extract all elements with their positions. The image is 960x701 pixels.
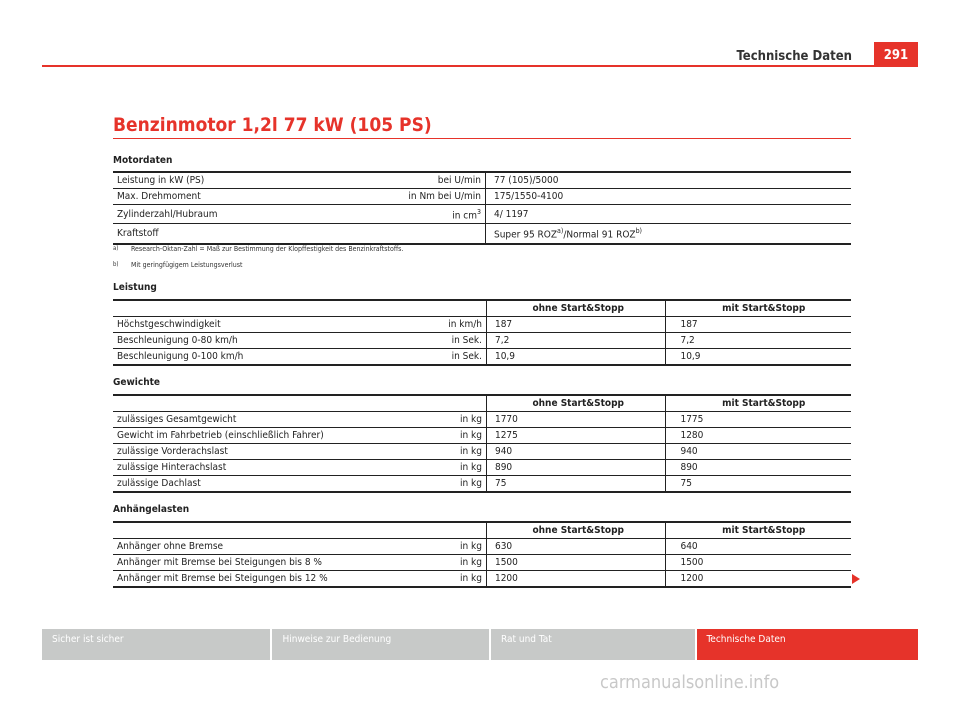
table-row xyxy=(113,333,851,349)
footnote-mark: b) xyxy=(113,261,119,268)
table-row xyxy=(113,412,851,428)
footer-tab-sicher[interactable]: Sicher ist sicher xyxy=(42,629,270,660)
triangle-right-icon[interactable] xyxy=(852,574,860,584)
footnote-text: Research-Oktan-Zahl = Maß zur Bestimmung der Klopffestigkeit des Benzinkraftstoffs. xyxy=(131,245,404,253)
footnote-ref-b: b) xyxy=(635,227,643,236)
value-ohne: 10,9 xyxy=(486,349,665,366)
running-title: Technische Daten xyxy=(736,49,852,64)
header-rule xyxy=(42,65,918,67)
row-label: Kraftstoff xyxy=(113,224,371,244)
column-header: mit Start&Stopp xyxy=(666,300,851,317)
table-row xyxy=(113,189,851,205)
row-label: Beschleunigung 0-100 km/h xyxy=(113,349,372,366)
header-blank xyxy=(372,522,487,539)
row-label: Anhänger mit Bremse bei Steigungen bis 12 % xyxy=(113,571,372,588)
footnote xyxy=(113,245,403,253)
value-ohne: 187 xyxy=(486,317,665,333)
watermark: carmanualsonline.info xyxy=(600,672,780,693)
footnote-text: Mit geringfügigem Leistungsverlust xyxy=(131,261,243,269)
row-unit: in kg xyxy=(372,476,487,493)
motordaten-table xyxy=(113,171,851,245)
value-mit: 1775 xyxy=(666,412,851,428)
row-unit xyxy=(371,205,486,224)
section-heading-leistung: Leistung xyxy=(113,282,157,293)
table-header-row xyxy=(113,300,851,317)
table-row xyxy=(113,428,851,444)
row-label: Max. Drehmoment xyxy=(113,189,371,205)
header-blank xyxy=(113,395,372,412)
row-unit: in kg xyxy=(372,412,487,428)
footnote xyxy=(113,261,243,269)
row-value: 77 (105)/5000 xyxy=(486,172,852,189)
row-label: Beschleunigung 0-80 km/h xyxy=(113,333,372,349)
fuel-super: Super 95 ROZ xyxy=(494,229,558,241)
value-ohne: 7,2 xyxy=(486,333,665,349)
section-heading-anhaengelasten: Anhängelasten xyxy=(113,504,190,515)
table-row xyxy=(113,349,851,366)
footer-tab-hinweise[interactable]: Hinweise zur Bedienung xyxy=(272,629,489,660)
footer-tab-rat-und-tat[interactable]: Rat und Tat xyxy=(491,629,695,660)
row-label: Höchstgeschwindigkeit xyxy=(113,317,372,333)
value-ohne: 1275 xyxy=(486,428,665,444)
value-ohne: 1770 xyxy=(486,412,665,428)
row-unit: in kg xyxy=(372,571,487,588)
table-row xyxy=(113,460,851,476)
row-label: zulässiges Gesamtgewicht xyxy=(113,412,372,428)
row-unit: in Nm bei U/min xyxy=(371,189,486,205)
column-header: ohne Start&Stopp xyxy=(486,395,665,412)
fuel-normal: /Normal 91 ROZ xyxy=(563,229,636,241)
footnote-mark: a) xyxy=(113,245,119,252)
value-mit: 187 xyxy=(666,317,851,333)
header-blank xyxy=(372,300,487,317)
column-header: ohne Start&Stopp xyxy=(486,300,665,317)
table-row xyxy=(113,224,851,244)
row-unit: in Sek. xyxy=(372,349,487,366)
row-unit xyxy=(371,224,486,244)
row-label: Gewicht im Fahrbetrieb (einschließlich Fahrer) xyxy=(113,428,372,444)
value-mit: 75 xyxy=(666,476,851,493)
table-row xyxy=(113,317,851,333)
row-value xyxy=(486,224,852,244)
header-blank xyxy=(372,395,487,412)
footer-tab-technische-daten[interactable]: Technische Daten xyxy=(697,629,918,660)
table-row xyxy=(113,555,851,571)
anhaengelasten-table xyxy=(113,521,851,588)
column-header: mit Start&Stopp xyxy=(666,522,851,539)
row-value: 4/ 1197 xyxy=(486,205,852,224)
row-unit: in km/h xyxy=(372,317,487,333)
row-unit: in kg xyxy=(372,428,487,444)
row-label: zulässige Hinterachslast xyxy=(113,460,372,476)
table-row xyxy=(113,205,851,224)
table-row xyxy=(113,172,851,189)
value-mit: 640 xyxy=(666,539,851,555)
value-mit: 1200 xyxy=(666,571,851,588)
title-rule xyxy=(113,138,851,139)
row-label: Anhänger ohne Bremse xyxy=(113,539,372,555)
value-mit: 7,2 xyxy=(666,333,851,349)
leistung-table xyxy=(113,299,851,366)
row-label: Anhänger mit Bremse bei Steigungen bis 8 % xyxy=(113,555,372,571)
value-ohne: 890 xyxy=(486,460,665,476)
value-mit: 1500 xyxy=(666,555,851,571)
table-header-row xyxy=(113,395,851,412)
row-label: Zylinderzahl/Hubraum xyxy=(113,205,371,224)
header-blank xyxy=(113,300,372,317)
page-title: Benzinmotor 1,2l 77 kW (105 PS) xyxy=(113,114,432,136)
table-row xyxy=(113,444,851,460)
section-heading-motordaten: Motordaten xyxy=(113,155,173,166)
row-unit: in Sek. xyxy=(372,333,487,349)
table-header-row xyxy=(113,522,851,539)
value-mit: 1280 xyxy=(666,428,851,444)
value-mit: 10,9 xyxy=(666,349,851,366)
section-heading-gewichte: Gewichte xyxy=(113,377,161,388)
row-label: zulässige Vorderachslast xyxy=(113,444,372,460)
row-unit: in kg xyxy=(372,539,487,555)
table-row xyxy=(113,571,851,588)
footer-nav xyxy=(42,629,918,660)
row-label: zulässige Dachlast xyxy=(113,476,372,493)
value-ohne: 940 xyxy=(486,444,665,460)
gewichte-table xyxy=(113,394,851,493)
row-unit: in kg xyxy=(372,555,487,571)
column-header: ohne Start&Stopp xyxy=(486,522,665,539)
unit-superscript: 3 xyxy=(476,208,481,216)
table-row xyxy=(113,476,851,493)
row-unit: bei U/min xyxy=(371,172,486,189)
value-ohne: 75 xyxy=(486,476,665,493)
header-blank xyxy=(113,522,372,539)
row-label: Leistung in kW (PS) xyxy=(113,172,371,189)
table-row xyxy=(113,539,851,555)
row-value: 175/1550-4100 xyxy=(486,189,852,205)
column-header: mit Start&Stopp xyxy=(666,395,851,412)
unit-text: in cm xyxy=(452,210,477,222)
value-ohne: 1500 xyxy=(486,555,665,571)
page-number: 291 xyxy=(874,42,918,67)
footnote-ref-a: a) xyxy=(557,227,564,236)
value-ohne: 1200 xyxy=(486,571,665,588)
value-mit: 940 xyxy=(666,444,851,460)
row-unit: in kg xyxy=(372,460,487,476)
value-mit: 890 xyxy=(666,460,851,476)
value-ohne: 630 xyxy=(486,539,665,555)
row-unit: in kg xyxy=(372,444,487,460)
